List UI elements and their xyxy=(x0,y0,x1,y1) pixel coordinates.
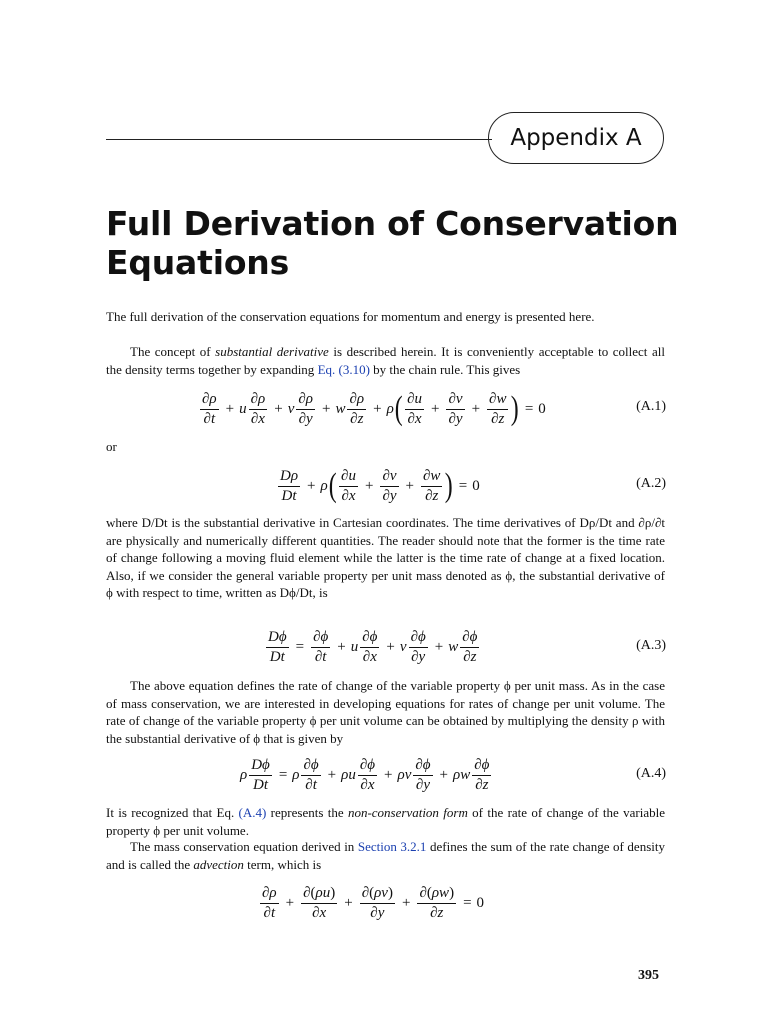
equation-number-a2: (A.2) xyxy=(636,476,666,491)
link-eq-3-10[interactable]: Eq. (3.10) xyxy=(317,361,370,377)
equation-a2: $\frac{D\rho}{Dt}$ + ρ ( $\frac{\partial u}{\partial x}$ + $\frac{\partial v}{\partial y}$ + $\frac{\partial w}{\partial z}$ ) = 0 (A.2) xyxy=(280,467,666,504)
equation-a3: $\frac{D\phi}{Dt}$ = $\frac{\partial\phi}{\partial t}$ + u $\frac{\partial\phi}{\partial x}$ + v $\frac{\partial\phi}{\partial y}$ + w $\frac{\partial\phi}{\partial z}$ (A.3) xyxy=(268,628,666,665)
paragraph-substantial-derivative-definition: where D/Dt is the substantial derivative in Cartesian coordinates. The time derivatives of Dρ/Dt and ∂ρ/∂t are physically and numerically different quantities. The reader should note that the former is the time rate of change following a moving fluid element while the latter is the time rate of change at a fixed location. Also, if we consider the general variable property per unit mass denoted as ϕ, the substantial derivative of ϕ with respect to time, written as Dϕ/Dt, is xyxy=(106,515,665,600)
emphasis-advection: advection xyxy=(193,856,244,872)
page-number: 395 xyxy=(638,968,659,983)
word-or: or xyxy=(106,439,117,454)
paragraph-rate-of-change: The above equation defines the rate of change of the variable property ϕ per unit mass. As in the case of mass conservation, we are interested in developing equations for rates of change per unit volume. The rate of change of the variable property ϕ per unit volume can be obtained by multiplying the density ρ with the substantial derivative of ϕ that is given by xyxy=(106,678,665,746)
link-section-3-2-1[interactable]: Section 3.2.1 xyxy=(357,839,427,854)
paragraph-non-conservation: It is recognized that Eq. (A.4) represents the non-conservation form of the rate of change of the variable property ϕ per unit volume. xyxy=(106,805,665,838)
paragraph-intro: The full derivation of the conservation equations for momentum and energy is presented here. xyxy=(106,309,595,324)
equation-number-a3: (A.3) xyxy=(636,638,666,653)
equation-a1: $\frac{\partial\rho}{\partial t}$ + u $\frac{\partial\rho}{\partial x}$ + v $\frac{\partial\rho}{\partial y}$ + w $\frac{\partial\rho}{\partial z}$ + ρ ( $\frac{\partial u}{\partial x}$ + $\frac{\partial v}{\partial y}$ + $\frac{\partial w}{\partial z}$ ) = 0 (A.1) xyxy=(202,390,666,427)
paragraph-substantial-derivative: The concept of substantial derivative is described herein. It is conveniently acceptable to collect all the density terms together by expanding Eq. (3.10) by the chain rule. This gives xyxy=(106,344,665,377)
emphasis-substantial-derivative: substantial derivative xyxy=(215,344,329,359)
equation-number-a1: (A.1) xyxy=(636,399,666,414)
chapter-title: Full Derivation of Conservation Equations xyxy=(106,204,679,282)
equation-mass-conservation: $\frac{\partial\rho}{\partial t}$ + $\frac{\partial(\rho u)}{\partial x}$ + $\frac{\partial(\rho v)}{\partial y}$ + $\frac{\partial(\rho w)}{\partial z}$ = 0 xyxy=(262,884,485,921)
appendix-label: Appendix A xyxy=(488,112,664,164)
link-eq-a4[interactable]: (A.4) xyxy=(238,805,267,820)
equation-number-a4: (A.4) xyxy=(636,766,666,781)
equation-a4: ρ $\frac{D\phi}{Dt}$ = ρ $\frac{\partial\phi}{\partial t}$ + ρu $\frac{\partial\phi}{\partial x}$ + ρv $\frac{\partial\phi}{\partial y}$ + ρw $\frac{\partial\phi}{\partial z}$ (A.4) xyxy=(240,756,666,793)
header-rule xyxy=(106,139,492,140)
paragraph-mass-conservation: The mass conservation equation derived in Section 3.2.1 defines the sum of the rate change of density and is called the advection term, which is xyxy=(106,839,665,872)
emphasis-non-conservation-form: non-conservation form xyxy=(347,805,468,820)
